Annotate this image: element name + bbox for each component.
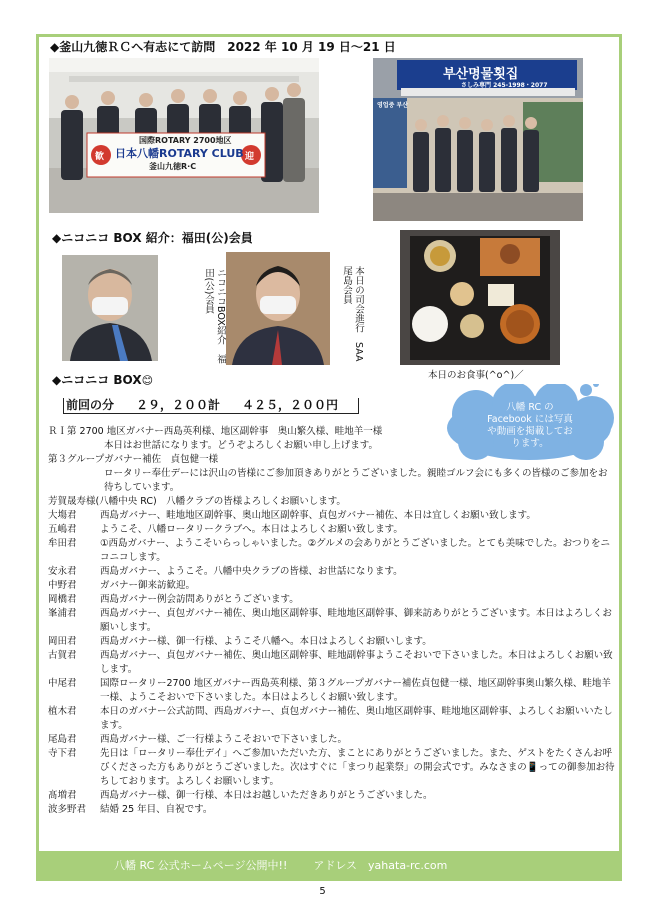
message-row [48, 579, 616, 593]
message-row [48, 439, 616, 453]
ojima-portrait [226, 252, 330, 365]
message-row [48, 453, 616, 467]
message-member: 髙増君 [48, 790, 77, 801]
ojima-caption: 本日の司会進行 SAA 尾島会員 [341, 266, 364, 371]
message-text: 西島ガバナー様、御一行様、本日はお越しいただきありがとうございました。 [100, 790, 433, 801]
message-member: 峯浦君 [48, 608, 77, 619]
message-row [48, 733, 616, 747]
nikoniko-messages [48, 425, 616, 817]
message-text: 西島ガバナー様、ご一行様ようこそおいで下さいました。 [100, 734, 348, 745]
banner-right-char: 迎 [245, 152, 255, 162]
facebook-note-line3: や動画を掲載してお [487, 426, 573, 437]
message-member: 寺下君 [48, 748, 77, 759]
meal-caption: 本日のお食事(^o^)／ [428, 370, 524, 381]
message-member: 植木君 [48, 706, 77, 717]
message-text: 先日は「ロータリー奉仕デイ」へご参加いただいた方、まことにありがとうございました。また、ゲストをたくさんお呼びくださった方もありがとうございました。次はすぐに「まつり起業祭」の開会式です。みなさまの📱っての御参加お待ちしております。よろしくお願いします。 [100, 748, 615, 787]
ojima-portrait-illustration [226, 252, 330, 365]
message-row [48, 803, 616, 817]
message-member: 尾島君 [48, 734, 77, 745]
message-row [48, 635, 616, 649]
nikoniko-tally [63, 398, 359, 414]
restaurant-sign: 부산명물횟집 [443, 67, 519, 82]
message-text: 西島ガバナー、貞包ガバナー補佐、奥山地区副幹事、畦地地区副幹事、御来訪ありがとうございます。本日はよろしくお願いします。 [100, 608, 612, 633]
fukuda-portrait [62, 255, 158, 361]
message-text: 本日のガバナー公式訪問、西島ガバナー、貞包ガバナー補佐、奥山地区副幹事、畦地地区副幹事、よろしくお願いいたします。 [100, 706, 613, 731]
facebook-note-line4: ります。 [511, 438, 549, 449]
message-row [48, 523, 616, 537]
message-member: 中尾君 [48, 678, 77, 689]
message-row [48, 425, 616, 439]
message-text: ガバナー御来訪歓迎。 [100, 580, 196, 591]
page-number: 5 [319, 886, 326, 897]
banner-left-char: 歓 [95, 152, 105, 162]
busan-group-photo [49, 58, 319, 213]
restaurant-photo [373, 58, 583, 221]
message-row [48, 705, 616, 733]
message-row [48, 565, 616, 579]
message-member: 牟田君 [48, 538, 77, 549]
message-row [48, 509, 616, 523]
message-text: ロータリー奉仕デーには沢山の皆様にご参加頂きありがとうございました。親睦ゴルフ会にも多くの皆様のご参加をお待ちしています。 [104, 468, 608, 493]
message-row [48, 593, 616, 607]
message-row [48, 649, 616, 677]
meal-photo [400, 230, 560, 365]
restaurant-sign-sub: さしみ専門 245-1998・2077 [461, 82, 548, 89]
banner-line2: 日本八幡ROTARY CLUB [115, 147, 244, 160]
message-text: 本日はお世話になります。どうぞよろしくお願い申し上げます。 [104, 440, 378, 451]
message-text: 西島ガバナー例会訪問ありがとうございます。 [100, 594, 299, 605]
banner-line3: 釜山九徳R·C [149, 162, 197, 171]
message-text: 西島ガバナー、ようこそ。八幡中央クラブの皆様、お世話になります。 [100, 566, 403, 577]
message-text: 西島ガバナー、畦地地区副幹事、奥山地区副幹事、貞包ガバナー補佐、本日は宜しくお願い致します。 [100, 510, 536, 521]
message-text: 結婚 25 年目、自祝です。 [100, 804, 213, 815]
message-text: 西島ガバナー様、御一行様、ようこそ八幡へ。本日はよろしくお願いします。 [100, 636, 432, 647]
fukuda-portrait-illustration [62, 255, 158, 361]
restaurant-small-sign: 영업중 부산 [377, 102, 409, 109]
banner-line1: 国際ROTARY 2700地区 [139, 136, 232, 145]
section-title-busan-visit: ◆釜山九徳ＲＣへ有志にて訪問 2022 年 10 月 19 日〜21 日 [50, 40, 396, 54]
footer-site-label: 八幡 RC 公式ホームページ公開中!! [114, 859, 288, 872]
message-row [48, 607, 616, 635]
message-member: 中野君 [48, 580, 77, 591]
fukuda-caption: ニコニコBOX紹介 福田(公)会員 [203, 268, 226, 364]
message-text: 芳賀晟寿様(八幡中央 RC) 八幡クラブの皆様よろしくお願いします。 [48, 496, 346, 507]
message-row [48, 495, 616, 509]
message-row [48, 677, 616, 705]
message-text: ＲＩ第 2700 地区ガバナー西島英利様、地区副幹事 奥山繁久様、畦地羊一様 [48, 426, 383, 437]
message-row [48, 537, 616, 565]
message-row [48, 467, 616, 495]
message-member: 大塲君 [48, 510, 77, 521]
section-title-nikoniko-intro: ◆ニコニコ BOX 紹介：福田(公)会員 [52, 231, 253, 245]
message-member: 波多野君 [48, 804, 87, 815]
message-row [48, 789, 616, 803]
message-text: ようこそ、八幡ロータリークラブへ。本日はよろしくお願い致します。 [100, 524, 403, 535]
message-member: 古賀君 [48, 650, 77, 661]
facebook-note-line2: Facebook には写真 [487, 414, 573, 425]
section-title-nikoniko-box [52, 371, 153, 388]
tally-previous-label: 前回の分 [66, 398, 115, 412]
facebook-note-line1: 八幡 RC の [506, 402, 554, 413]
tally-amount: ２９，２００計 [136, 398, 221, 412]
meal-illustration [400, 230, 560, 365]
footer-address-link[interactable]: アドレス yahata-rc.com [313, 859, 448, 872]
message-text: 国際ロータリー2700 地区ガバナー西島英利様、第３グループガバナー補佐貞包健一様、地区副幹事奥山繁久様、畦地羊一様、ようこそおいで下さいました。本日はよろしくお願い致します。 [100, 678, 611, 703]
nikoniko-box-label: ◆ニコニコ BOX [52, 373, 142, 387]
message-text: 西島ガバナー、貞包ガバナー補佐、奥山地区副幹事、畦地副幹事ようこそおいで下さいました。本日はよろしくお願い致します。 [100, 650, 613, 675]
footer-bar [36, 851, 622, 881]
message-member: 岡田君 [48, 636, 77, 647]
message-member: 岡橋君 [48, 594, 77, 605]
message-text: 第３グループガバナー補佐 貞包健一様 [48, 454, 219, 465]
message-text: ①西島ガバナー、ようこそいらっしゃいました。②グルメの会ありがとうございました。とても美味でした。おつりをニコニコします。 [100, 538, 610, 563]
tally-total: ４２５，２００円 [242, 398, 339, 412]
message-row [48, 747, 616, 789]
message-member: 安永君 [48, 566, 77, 577]
smile-icon: 😊 [141, 374, 154, 387]
message-member: 五嶋君 [48, 524, 77, 535]
